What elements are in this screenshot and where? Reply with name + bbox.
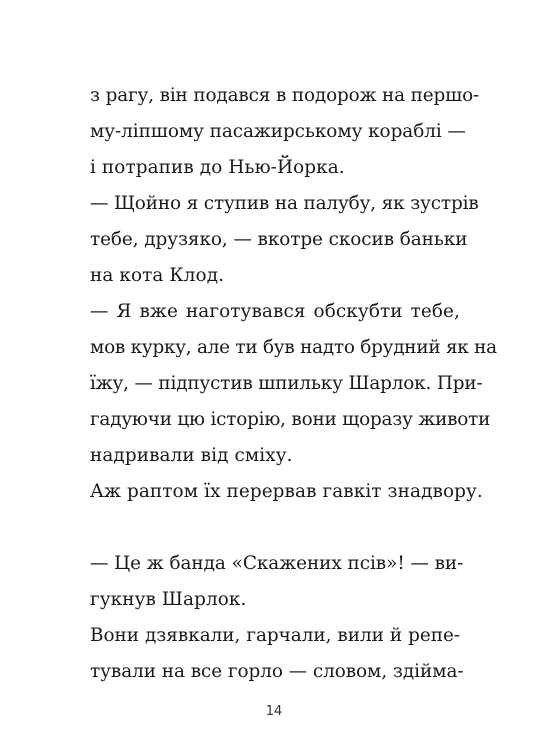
- text-line: гадуючи цю історію, вони щоразу животи: [90, 409, 491, 430]
- text-line: — Я вже наготувався обскубти тебе,: [90, 301, 460, 322]
- page-number: 14: [265, 704, 283, 719]
- text-line: мов курку, але ти був надто брудний як на: [90, 337, 497, 358]
- paragraph-2: [90, 186, 479, 294]
- text-line: тебе, друзяко, — вкотре скосив баньки: [90, 229, 468, 250]
- paragraph-5: [90, 546, 464, 618]
- section-gap: [90, 510, 460, 546]
- body-text: [90, 78, 497, 690]
- text-line: — Щойно я ступив на палубу, як зустрів: [90, 193, 479, 214]
- paragraph-1: [90, 78, 480, 186]
- text-line: гукнув Шарлок.: [90, 589, 247, 610]
- text-line: їжу, — підпустив шпильку Шарлок. При-: [90, 373, 483, 394]
- text-line: надривали від сміху.: [90, 445, 293, 466]
- text-line: му-ліпшому пасажирському кораблі —: [90, 121, 466, 142]
- text-line: і потрапив до Нью-Йорка.: [90, 157, 345, 178]
- text-line: — Це ж банда «Скажених псів»! — ви-: [90, 553, 464, 574]
- text-line: тували на все горло — словом, здійма-: [90, 661, 464, 682]
- text-line: Вони дзявкали, гарчали, вили й репе-: [90, 625, 460, 646]
- paragraph-4: [90, 474, 483, 510]
- paragraph-3: [90, 294, 497, 474]
- text-line: з рагу, він подався в подорож на першо-: [90, 85, 480, 106]
- text-line: на кота Клод.: [90, 265, 225, 286]
- text-line: Аж раптом їх перервав гавкіт знадвору.: [90, 481, 483, 502]
- paragraph-6: [90, 618, 464, 690]
